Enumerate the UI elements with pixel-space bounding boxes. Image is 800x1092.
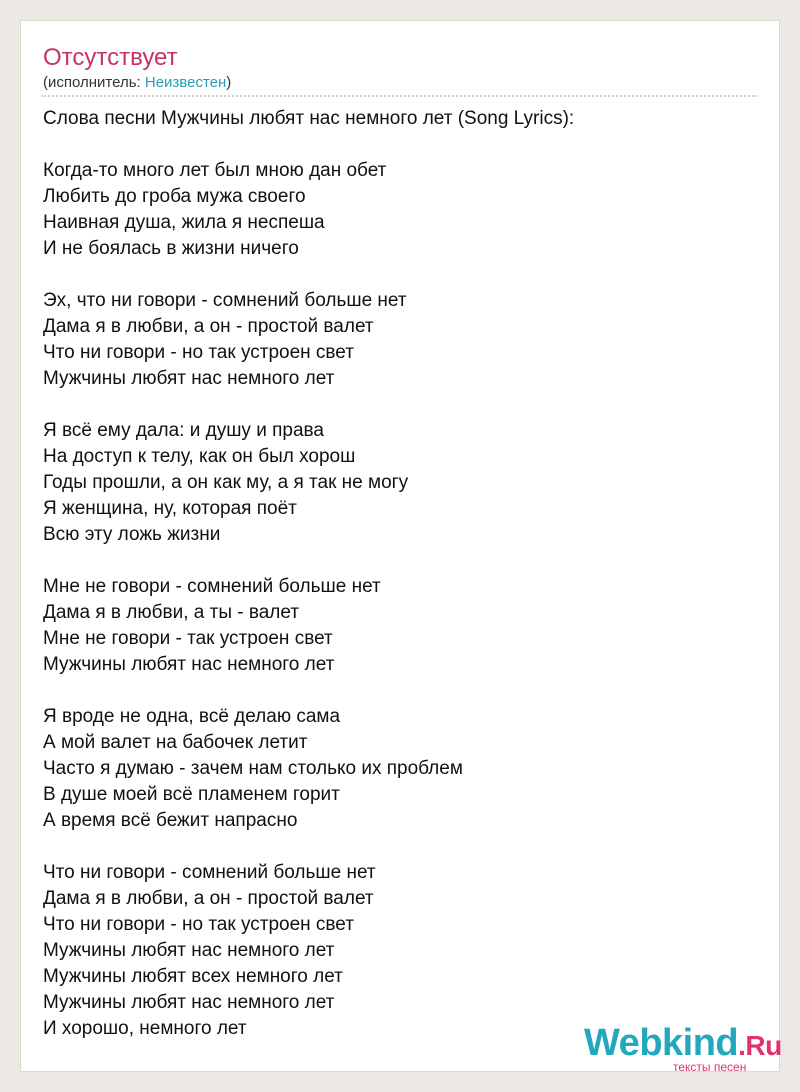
lyrics-card (20, 20, 780, 1072)
lyric-line: А время всё бежит напрасно (43, 810, 298, 831)
lyric-line: И не боялась в жизни ничего (43, 238, 299, 259)
lyric-line: Мужчины любят нас немного лет (43, 654, 335, 675)
logo-tagline: тексты песен (673, 1060, 747, 1074)
lyric-line: Мужчины любят всех немного лет (43, 966, 343, 987)
divider (41, 95, 757, 97)
lyric-line: Когда-то много лет был мною дан обет (43, 160, 387, 181)
lyric-line: В душе моей всё пламенем горит (43, 784, 340, 805)
lyric-line: Дама я в любви, а ты - валет (43, 602, 300, 623)
webkind-logo[interactable] (584, 1021, 782, 1074)
lyric-line: Мужчины любят нас немного лет (43, 940, 335, 961)
lyric-line: Мужчины любят нас немного лет (43, 992, 335, 1013)
artist-prefix: (исполнитель: (43, 74, 145, 91)
artist-link[interactable]: Неизвестен (144, 74, 227, 91)
lyrics-heading: Слова песни Мужчины любят нас немного лет (Song Lyrics): (43, 108, 575, 129)
lyric-line: На доступ к телу, как он был хорош (43, 446, 356, 467)
lyric-line: Мужчины любят нас немного лет (43, 368, 335, 389)
lyric-line: А мой валет на бабочек летит (43, 732, 308, 753)
stanza (43, 418, 757, 548)
artist-suffix: ) (226, 74, 232, 91)
lyric-line: Мне не говори - так устроен свет (43, 628, 333, 649)
lyric-line: Мне не говори - сомнений больше нет (43, 576, 381, 597)
lyric-line: Часто я думаю - зачем нам столько их проблем (43, 758, 463, 779)
stanza (43, 860, 757, 1042)
lyric-line: Что ни говори - но так устроен свет (43, 342, 354, 363)
lyrics-body (43, 106, 757, 1042)
lyric-line: Я всё ему дала: и душу и права (43, 420, 324, 441)
lyric-line: Наивная душа, жила я неспеша (43, 212, 325, 233)
lyric-line: Я вроде не одна, всё делаю сама (43, 706, 341, 727)
lyric-line: Любить до гроба мужа своего (43, 186, 306, 207)
lyric-line: Эх, что ни говори - сомнений больше нет (43, 290, 407, 311)
lyric-line: Что ни говори - но так устроен свет (43, 914, 354, 935)
stanza (43, 288, 757, 392)
stanza (43, 704, 757, 834)
logo-brand: Webkind (584, 1022, 739, 1064)
stanza (43, 574, 757, 678)
stanza (43, 158, 757, 262)
lyric-line: И хорошо, немного лет (43, 1018, 247, 1039)
artist-line (43, 73, 231, 93)
lyric-line: Всю эту ложь жизни (43, 524, 221, 545)
lyric-line: Дама я в любви, а он - простой валет (43, 316, 374, 337)
logo-tld: .Ru (738, 1030, 782, 1061)
lyric-line: Что ни говори - сомнений больше нет (43, 862, 376, 883)
lyric-line: Дама я в любви, а он - простой валет (43, 888, 374, 909)
lyric-line: Я женщина, ну, которая поёт (43, 498, 297, 519)
song-title: Отсутствует (43, 44, 178, 71)
lyric-line: Годы прошли, а он как му, а я так не могу (43, 472, 409, 493)
